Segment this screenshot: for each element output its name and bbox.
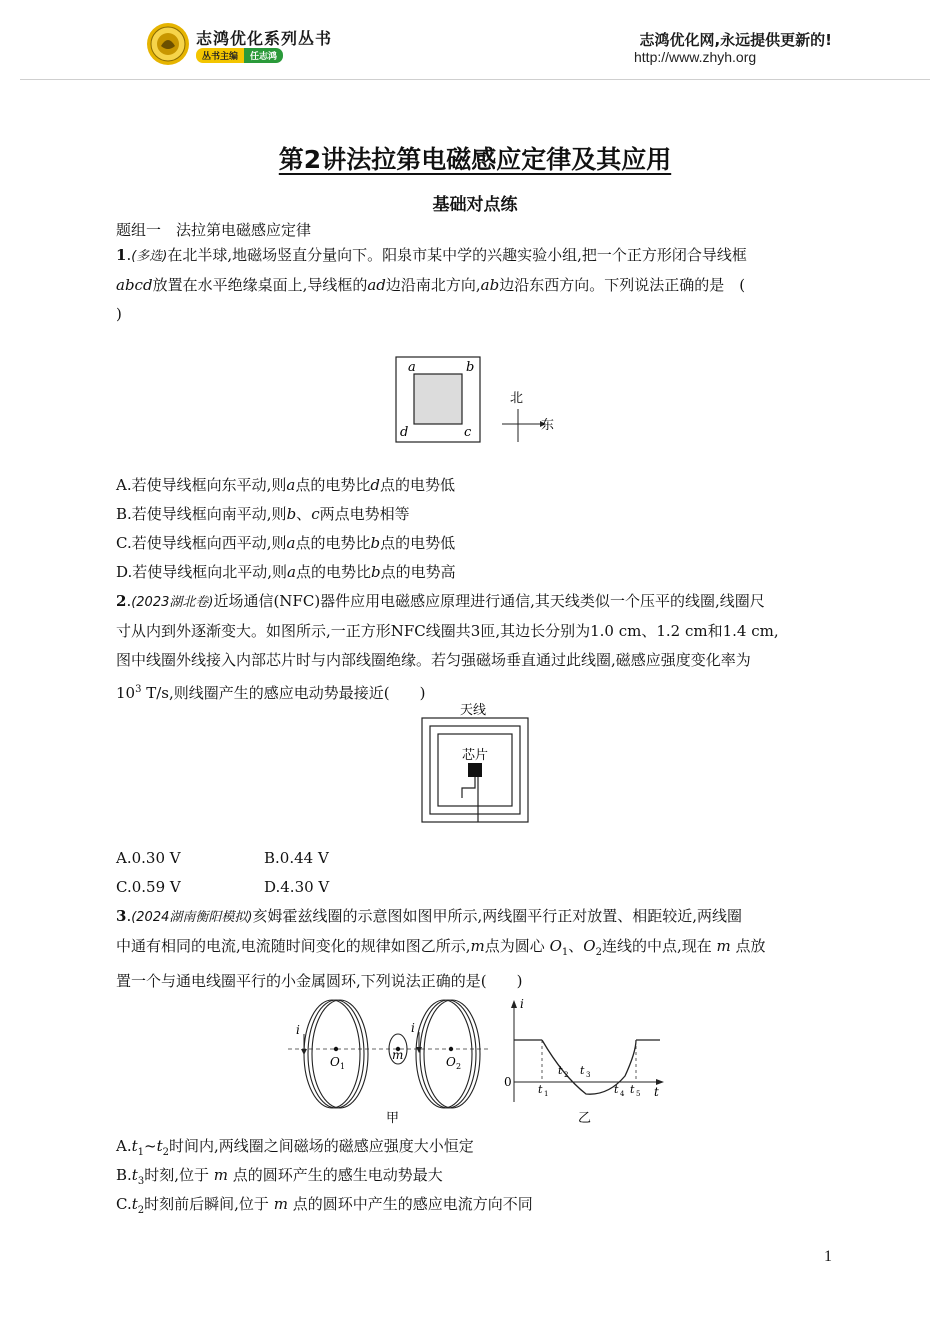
q1-option-c[interactable]: C.若使导线框向西平动,则a点的电势比b点的电势低 bbox=[116, 534, 456, 552]
svg-text:a: a bbox=[408, 360, 416, 375]
page-number: 1 bbox=[824, 1248, 832, 1265]
svg-text:t: t bbox=[558, 1064, 563, 1077]
svg-text:0: 0 bbox=[504, 1075, 512, 1089]
svg-text:3: 3 bbox=[586, 1071, 591, 1079]
svg-text:t: t bbox=[654, 1085, 659, 1099]
svg-text:4: 4 bbox=[620, 1090, 625, 1098]
svg-text:i: i bbox=[411, 1021, 415, 1035]
q2-option-b[interactable]: B.0.44 V bbox=[264, 849, 329, 867]
svg-text:t: t bbox=[630, 1083, 635, 1096]
svg-text:c: c bbox=[464, 425, 472, 440]
svg-text:2: 2 bbox=[564, 1071, 569, 1079]
q1-option-a[interactable]: A.若使导线框向东平动,则a点的电势比d点的电势低 bbox=[116, 476, 455, 494]
brand-seal-icon bbox=[146, 22, 190, 66]
page-header bbox=[0, 0, 950, 82]
svg-text:乙: 乙 bbox=[578, 1111, 592, 1126]
question-2: 2.(2023湖北卷)近场通信(NFC)器件应用电磁感应原理进行通信,其天线类似一个压平的线圈,线圈尺 寸从内到外逐渐变大。如图所示,一正方形NFC线圈共3匝,其边长分别为1.0 cm、1.2 cm和1.4 cm, 图中线圈外线接入内部芯片时与内部线圈绝缘。若匀强磁场垂直通过此线圈,磁感应强度变化率为 $10^3$ T/s,则线圈产生的感应电动势最接近( ) bbox=[116, 592, 779, 702]
svg-text:芯片: 芯片 bbox=[462, 748, 489, 763]
svg-text:t: t bbox=[580, 1064, 585, 1077]
q2-option-a[interactable]: A.0.30 V bbox=[116, 849, 181, 867]
brand-title: 志鸿优化系列丛书 bbox=[196, 29, 333, 48]
svg-text:东: 东 bbox=[541, 418, 555, 433]
svg-text:t: t bbox=[538, 1083, 543, 1096]
question-3: 3.(2024湖南衡阳模拟)亥姆霍兹线圈的示意图如图甲所示,两线圈平行正对放置、相距较近,两线圈 中通有相同的电流,电流随时间变化的规律如图乙所示,m点为圆心 $O_1$、$O_2$连线的中点,现在 m 点放 置一个与通电线圈平行的小金属圆环,下列说法正确的是( ) bbox=[116, 907, 766, 990]
svg-text:m: m bbox=[392, 1048, 404, 1062]
site-slogan: 志鸿优化网,永远提供更新的! bbox=[639, 31, 832, 49]
svg-text:i: i bbox=[296, 1023, 300, 1037]
q1-option-d[interactable]: D.若使导线框向北平动,则a点的电势比b点的电势高 bbox=[116, 563, 456, 581]
svg-text:d: d bbox=[400, 425, 409, 440]
q3-option-a[interactable]: $A.t_1\sim t_2$时间内,两线圈之间磁场的磁感应强度大小恒定 bbox=[116, 1137, 474, 1158]
page-title: 第2讲法拉第电磁感应定律及其应用 bbox=[278, 145, 672, 174]
q1-option-b[interactable]: B.若使导线框向南平动,则b、c两点电势相等 bbox=[116, 505, 410, 523]
editor-name: 任志鸿 bbox=[244, 48, 283, 63]
q3-figure-helmholtz-and-graph bbox=[280, 994, 670, 1130]
svg-text:甲: 甲 bbox=[386, 1111, 400, 1126]
svg-text:i: i bbox=[520, 997, 524, 1011]
svg-text:天线: 天线 bbox=[460, 703, 487, 718]
site-url-link[interactable]: http://www.zhyh.org bbox=[634, 49, 757, 65]
svg-text:t: t bbox=[614, 1083, 619, 1096]
svg-text:北: 北 bbox=[510, 391, 524, 406]
svg-text:O: O bbox=[330, 1055, 340, 1069]
question-tag: (2024湖南衡阳模拟) bbox=[131, 910, 253, 925]
svg-text:1: 1 bbox=[340, 1062, 346, 1071]
section-heading: 基础对点练 bbox=[432, 195, 518, 215]
question-number: 1 bbox=[116, 246, 127, 264]
brand-editor-badge bbox=[196, 48, 283, 62]
svg-text:5: 5 bbox=[636, 1090, 641, 1098]
question-tag: (多选) bbox=[131, 249, 168, 264]
editor-label: 丛书主编 bbox=[196, 48, 244, 63]
question-number: 2 bbox=[116, 592, 127, 610]
q3-option-c[interactable]: $C.t_2$时刻前后瞬间,位于 m 点的圆环中产生的感应电流方向不同 bbox=[116, 1195, 533, 1216]
svg-text:b: b bbox=[466, 360, 475, 375]
group-heading: 题组一 法拉第电磁感应定律 bbox=[116, 221, 312, 239]
q2-option-c[interactable]: C.0.59 V bbox=[116, 878, 181, 896]
svg-text:1: 1 bbox=[544, 1090, 549, 1098]
q2-figure-nfc-coil bbox=[418, 698, 532, 828]
q1-figure-frame-diagram bbox=[392, 354, 562, 446]
question-tag: (2023湖北卷) bbox=[131, 595, 214, 610]
svg-text:O: O bbox=[446, 1055, 456, 1069]
question-number: 3 bbox=[116, 907, 127, 925]
question-1: 1.(多选)在北半球,地磁场竖直分量向下。阳泉市某中学的兴趣实验小组,把一个正方形闭合导线框 abcd放置在水平绝缘桌面上,导线框的ad边沿南北方向,ab边沿东西方向。下列说法正确的是 ( ) bbox=[116, 246, 747, 323]
q3-option-b[interactable]: $B.t_3$时刻,位于 m 点的圆环产生的感生电动势最大 bbox=[116, 1166, 443, 1187]
q2-option-d[interactable]: D.4.30 V bbox=[264, 878, 330, 896]
header-divider bbox=[20, 79, 930, 80]
svg-text:2: 2 bbox=[456, 1062, 462, 1071]
